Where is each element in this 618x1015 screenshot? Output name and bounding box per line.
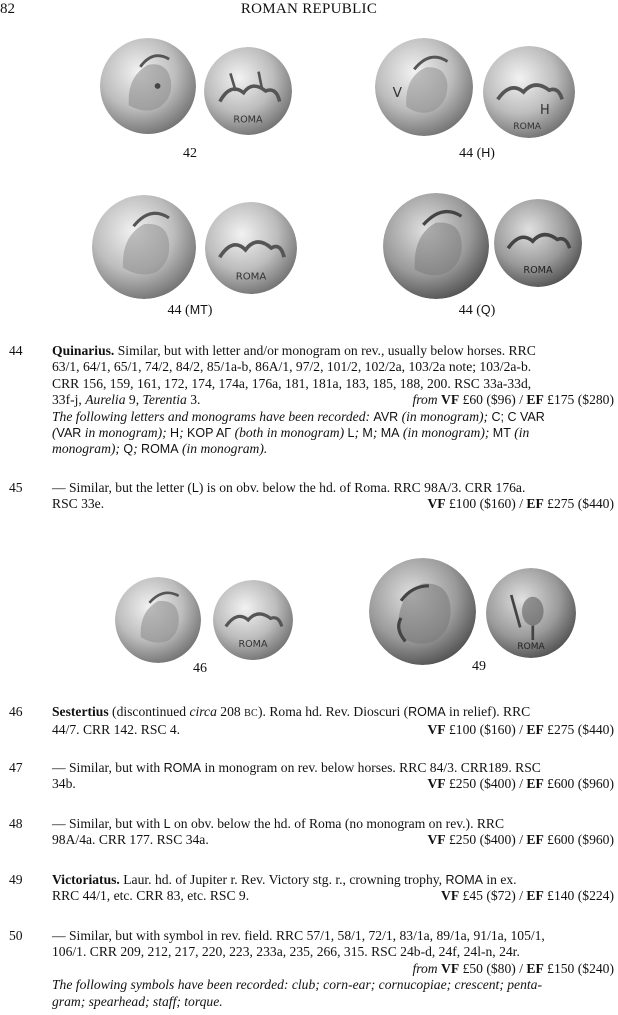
entry-text: Sestertius (discontinued circa 208 BC). Roma hd. Rev. Dioscuri (ROMA in relief). RRC 44/7. CRR 142. RSC 4. VF £100 ($160) / EF £275 ($440) [52, 704, 614, 738]
price-49: VF £45 ($72) / EF £140 ($224) [441, 888, 614, 904]
figure-caption-42: 42 [183, 146, 197, 161]
coin-inscription-roma: ROMA [233, 114, 263, 126]
coin-inscription-roma: ROMA [238, 639, 268, 651]
coin-44mt-obverse [92, 195, 196, 299]
price-50: from VF £50 ($80) / EF £150 ($240) [412, 960, 614, 976]
entry-number: 49 [9, 872, 23, 887]
price-47: VF £250 ($400) / EF £600 ($960) [427, 776, 614, 792]
catalog-entry-46 [0, 704, 618, 740]
entry-number: 48 [9, 816, 23, 831]
catalog-entry-47 [0, 760, 618, 796]
recorded-symbols: The following symbols have been recorded: club; corn-ear; cornucopiae; crescent; penta- [52, 977, 542, 993]
entry-text: Quinarius. Similar, but with letter and/or monogram on rev., usually below horses. RRC 63/1, 64/1, 65/1, 74/2, 84/2, 85/1a-b, 86A/1, 97/2, 101/2, 102/2a, 103/2a note; 103/2a-b. CRR 156, 159, 161, 172, 174, 174a, 176a, 181, 181a, 183, 185, 188, 200. RSC 33a-33d, 33f-j, Aurelia 9, Terentia 3. from VF £60 ($96) / EF £175 ($280) The following letters and monograms have been recorded: AVR (in monogram); C; C VAR (VAR in monogram); H; KOP AΓ (both in monogram) L; M; MA (in monogram); MT (in monogram); Q; ROMA (in monogram). [52, 343, 614, 457]
catalog-entry-49 [0, 872, 618, 908]
coin-44h-reverse [483, 46, 575, 138]
price-44: from VF £60 ($96) / EF £175 ($280) [412, 392, 614, 408]
price-45: VF £100 ($160) / EF £275 ($440) [427, 496, 614, 512]
figure-caption-46: 46 [193, 661, 207, 676]
entry-text: Victoriatus. Laur. hd. of Jupiter r. Rev. Victory stg. r., crowning trophy, ROMA in ex. RRC 44/1, etc. CRR 83, etc. RSC 9. VF £45 ($72) / EF £140 ($224) [52, 872, 614, 904]
entry-text: — Similar, but with symbol in rev. field. RRC 57/1, 58/1, 72/1, 83/1a, 89/1a, 91/1a, 105/1, 106/1. CRR 209, 212, 217, 220, 223, 233a, 235, 266, 315. RSC 24b-d, 24f, 24l-n, 24r. from VF £50 ($80) / EF £150 ($240) The following symbols have been recorded: club; corn-ear; cornucopiae; crescent; penta- gram; spearhead; staff; torque. [52, 928, 614, 1009]
entry-number: 50 [9, 928, 23, 943]
catalog-entry-50 [0, 928, 618, 1009]
coin-44q-reverse [494, 199, 582, 287]
entry-number: 47 [9, 760, 23, 775]
coin-inscription-roma: ROMA [235, 271, 267, 283]
coin-46-reverse [213, 580, 293, 660]
catalog-entry-44 [0, 343, 618, 463]
catalog-entry-45 [0, 480, 618, 516]
entry-text: — Similar, but with L on obv. below the hd. of Roma (no monogram on rev.). RRC 98A/4a. CRR 177. RSC 34a. VF £250 ($400) / EF £600 ($960) [52, 816, 614, 848]
entry-number: 44 [9, 343, 23, 358]
coin-inscription-roma: ROMA [523, 264, 553, 276]
coin-letter-v: V [392, 84, 403, 101]
figure-caption-44-q: 44 (Q) [458, 303, 496, 318]
coin-44q-obverse [383, 193, 489, 299]
coin-44mt-reverse [205, 202, 297, 294]
coin-42-reverse [204, 47, 292, 135]
price-48: VF £250 ($400) / EF £600 ($960) [427, 832, 614, 848]
figure-caption-49: 49 [472, 659, 486, 674]
coin-49-reverse [486, 568, 576, 658]
recorded-monograms: The following letters and monograms have been recorded: AVR (in monogram); C; C VAR [52, 408, 545, 424]
figure-caption-44-mt: 44 (MT) [167, 303, 213, 318]
entry-text: — Similar, but the letter (L) is on obv. below the hd. of Roma. RRC 98A/3. CRR 176a. RSC 33e. VF £100 ($160) / EF £275 ($440) [52, 480, 614, 512]
entry-number: 46 [9, 704, 23, 719]
page-header [0, 0, 618, 20]
coin-inscription-roma: ROMA [517, 642, 545, 652]
coin-letter-h: H [540, 103, 550, 119]
coin-44h-obverse [375, 38, 473, 136]
price-46: VF £100 ($160) / EF £275 ($440) [427, 722, 614, 738]
coin-42-obverse [100, 38, 196, 134]
entry-number: 45 [9, 480, 23, 495]
catalog-entry-48 [0, 816, 618, 852]
coin-inscription-roma: ROMA [513, 120, 542, 132]
figure-caption-44-h: 44 (H) [459, 146, 495, 161]
coin-46-obverse [115, 577, 201, 663]
coin-49-obverse [369, 558, 476, 665]
page-title: ROMAN REPUBLIC [240, 1, 378, 17]
entry-text: — Similar, but with ROMA in monogram on rev. below horses. RRC 84/3. CRR189. RSC 34b. VF £250 ($400) / EF £600 ($960) [52, 760, 614, 792]
page-number: 82 [0, 1, 15, 17]
